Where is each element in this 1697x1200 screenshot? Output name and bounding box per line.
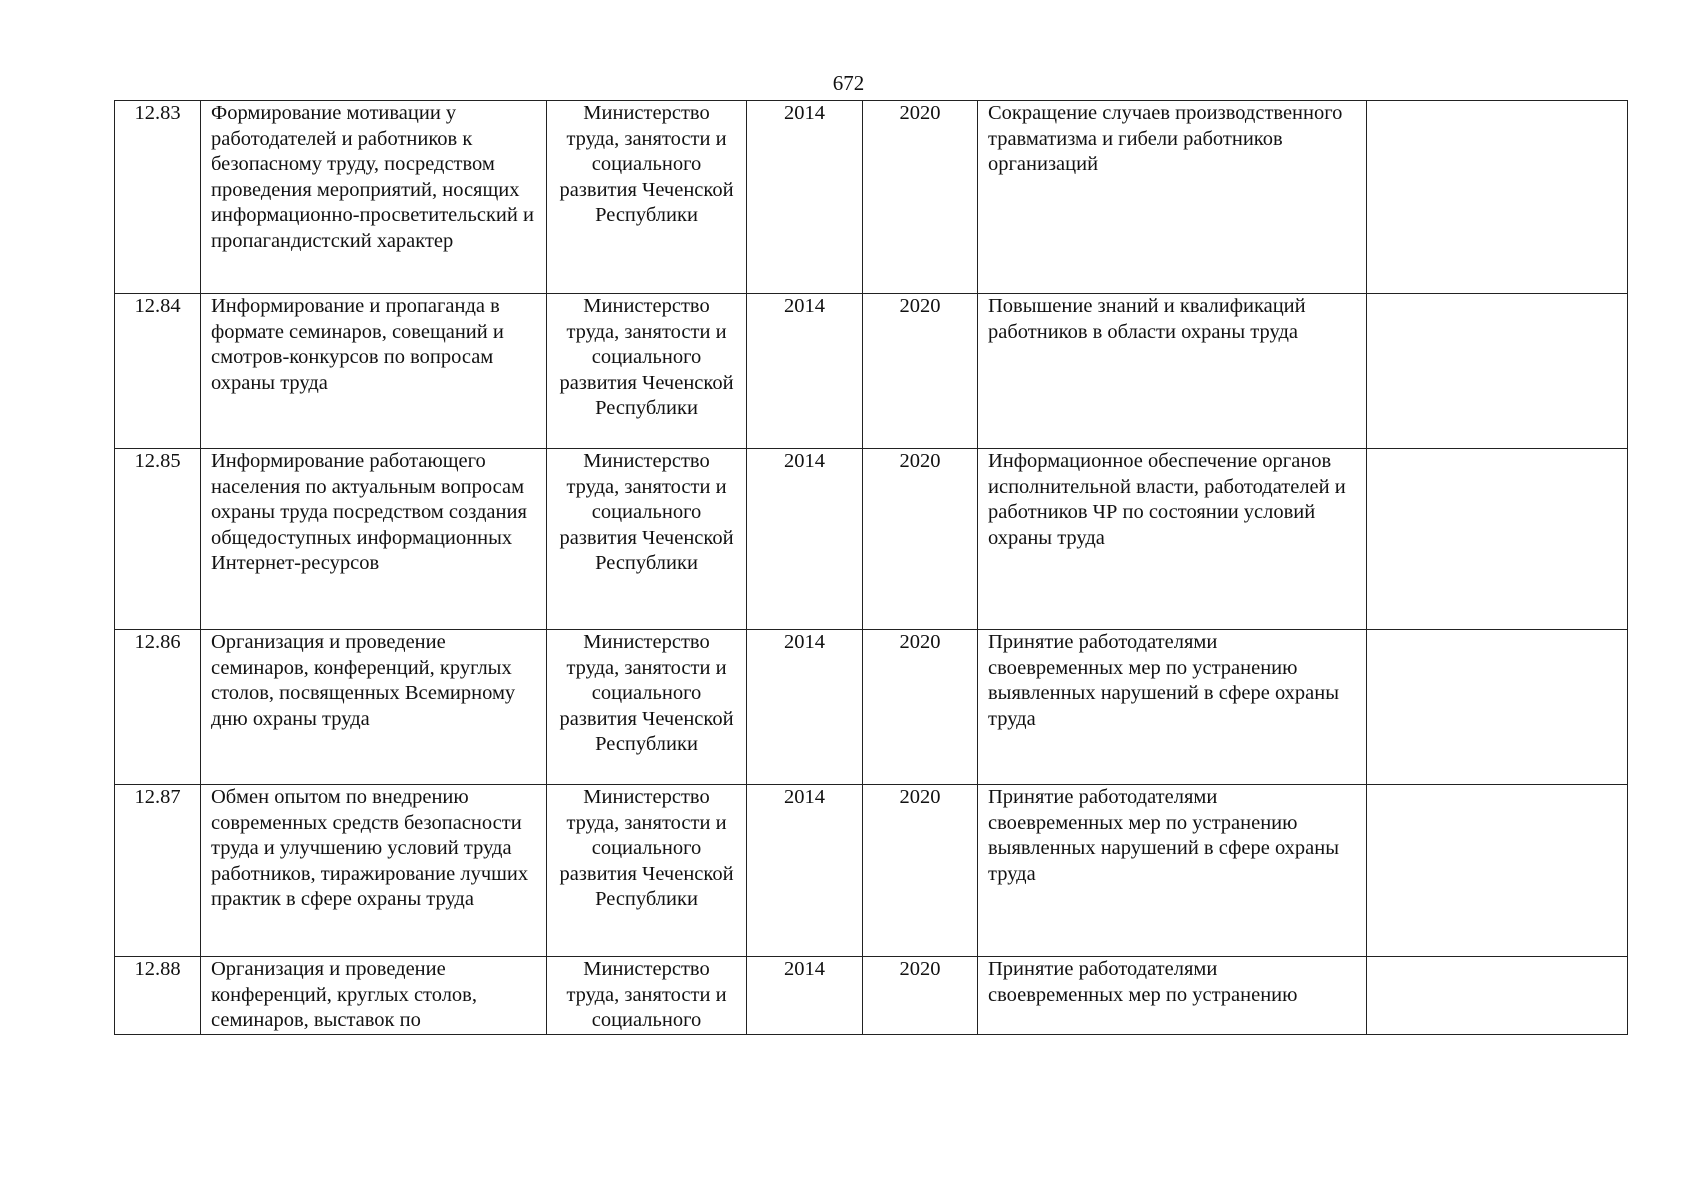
start-year: 2014 <box>747 630 863 785</box>
table-row <box>115 449 1628 630</box>
table-row <box>115 957 1628 1035</box>
measure-name: Организация и проведение конференций, круглых столов, семинаров, выставок по <box>201 957 547 1035</box>
empty-cell <box>1367 785 1628 957</box>
empty-cell <box>1367 101 1628 294</box>
end-year: 2020 <box>863 957 978 1035</box>
expected-result: Информационное обеспечение органов исполнительной власти, работодателей и работников ЧР по состоянии условий охраны труда <box>978 449 1367 630</box>
empty-cell <box>1367 957 1628 1035</box>
end-year: 2020 <box>863 294 978 449</box>
row-number: 12.87 <box>115 785 201 957</box>
start-year: 2014 <box>747 294 863 449</box>
expected-result: Принятие работодателями своевременных мер по устранению <box>978 957 1367 1035</box>
row-number: 12.85 <box>115 449 201 630</box>
row-number: 12.83 <box>115 101 201 294</box>
measures-table <box>114 100 1628 1035</box>
page-number: 672 <box>832 71 865 95</box>
measure-name: Формирование мотивации у работодателей и работников к безопасному труду, посредством проведения мероприятий, носящих информационно-просветительский и пропагандистский характер <box>201 101 547 294</box>
empty-cell <box>1367 294 1628 449</box>
executor: Министерство труда, занятости и социального развития Чеченской Республики <box>547 785 747 957</box>
start-year: 2014 <box>747 957 863 1035</box>
row-number: 12.86 <box>115 630 201 785</box>
table-row <box>115 630 1628 785</box>
row-number: 12.88 <box>115 957 201 1035</box>
executor: Министерство труда, занятости и социального развития Чеченской Республики <box>547 449 747 630</box>
measure-name: Информирование работающего населения по актуальным вопросам охраны труда посредством создания общедоступных информационных Интернет-ресурсов <box>201 449 547 630</box>
end-year: 2020 <box>863 101 978 294</box>
table-row <box>115 294 1628 449</box>
measure-name: Обмен опытом по внедрению современных средств безопасности труда и улучшению условий труда работников, тиражирование лучших практик в сфере охраны труда <box>201 785 547 957</box>
measure-name: Организация и проведение семинаров, конференций, круглых столов, посвященных Всемирному дню охраны труда <box>201 630 547 785</box>
start-year: 2014 <box>747 785 863 957</box>
expected-result: Повышение знаний и квалификаций работников в области охраны труда <box>978 294 1367 449</box>
expected-result: Принятие работодателями своевременных мер по устранению выявленных нарушений в сфере охраны труда <box>978 630 1367 785</box>
expected-result: Сокращение случаев производственного травматизма и гибели работников организаций <box>978 101 1367 294</box>
start-year: 2014 <box>747 101 863 294</box>
end-year: 2020 <box>863 785 978 957</box>
empty-cell <box>1367 449 1628 630</box>
end-year: 2020 <box>863 630 978 785</box>
table-row <box>115 785 1628 957</box>
executor: Министерство труда, занятости и социального развития Чеченской Республики <box>547 101 747 294</box>
executor: Министерство труда, занятости и социального <box>547 957 747 1035</box>
executor: Министерство труда, занятости и социального развития Чеченской Республики <box>547 294 747 449</box>
table-row <box>115 101 1628 294</box>
measure-name: Информирование и пропаганда в формате семинаров, совещаний и смотров-конкурсов по вопросам охраны труда <box>201 294 547 449</box>
end-year: 2020 <box>863 449 978 630</box>
executor: Министерство труда, занятости и социального развития Чеченской Республики <box>547 630 747 785</box>
row-number: 12.84 <box>115 294 201 449</box>
start-year: 2014 <box>747 449 863 630</box>
empty-cell <box>1367 630 1628 785</box>
expected-result: Принятие работодателями своевременных мер по устранению выявленных нарушений в сфере охраны труда <box>978 785 1367 957</box>
